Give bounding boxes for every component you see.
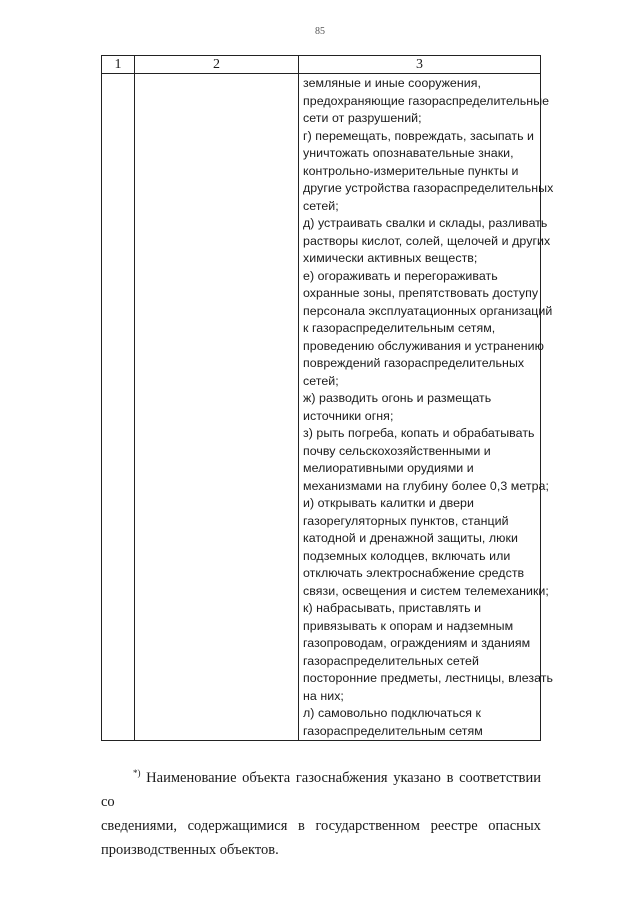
table-row	[102, 74, 541, 741]
text-line: сети от разрушений;	[303, 111, 422, 125]
cell-column-2	[135, 74, 299, 741]
table-header-row	[102, 56, 541, 74]
text-line: механизмами на глубину более 0,3 метра;	[303, 478, 549, 493]
text-line: мелиоративными орудиями и	[303, 461, 474, 475]
text-line: на них;	[303, 688, 344, 703]
footnote	[101, 761, 541, 862]
text-line: газораспределительным сетям	[303, 723, 483, 738]
text-line: контрольно-измерительные пункты и	[303, 163, 519, 178]
footnote-line-3: производственных объектов.	[101, 842, 279, 858]
footnote-line-2	[101, 814, 541, 838]
text-line: к газораспределительным сетям,	[303, 321, 496, 335]
column-header-2: 2	[135, 56, 299, 74]
footnote-text-1: Наименование объекта газоснабжения указано в соответствии со	[101, 770, 542, 810]
text-line: катодной и дренажной защиты, люки	[303, 531, 518, 545]
column-header-1: 1	[102, 56, 135, 74]
cell-column-3	[299, 74, 554, 741]
text-line: проведению обслуживания и устранению	[303, 338, 544, 353]
footnote-word: реестре	[430, 818, 478, 834]
text-line: д) устраивать свалки и склады, разливать	[303, 216, 548, 230]
text-line: газораспределительных сетей	[303, 653, 479, 668]
column-header-3: 3	[299, 56, 541, 74]
text-line: отключать электроснабжение средств	[303, 566, 525, 580]
footnote-word: в	[298, 818, 305, 834]
text-line: газорегуляторных пунктов, станций	[303, 513, 509, 528]
text-line: источники огня;	[303, 408, 394, 423]
cell-column-1	[102, 74, 135, 741]
text-line: ж) разводить огонь и размещать	[303, 391, 492, 405]
footnote-word: сведениями,	[101, 818, 178, 834]
text-line: подземных колодцев, включать или	[303, 548, 511, 563]
text-line: газопроводам, ограждениям и зданиям	[303, 636, 531, 650]
footnote-word: опасных	[488, 818, 541, 834]
page-number: 85	[315, 26, 325, 37]
footnote-word: государственном	[315, 818, 420, 834]
text-line: земляные и иные сооружения,	[303, 76, 481, 90]
text-line: растворы кислот, солей, щелочей и других	[303, 233, 551, 248]
footnote-marker: *)	[133, 768, 141, 778]
text-line: предохраняющие газораспределительные	[303, 93, 550, 108]
text-line: другие устройства газораспределительных	[303, 181, 554, 195]
text-line: уничтожать опознавательные знаки,	[303, 146, 514, 160]
text-line: е) огораживать и перегораживать	[303, 268, 498, 283]
text-line: охранные зоны, препятствовать доступу	[303, 286, 539, 300]
text-line: связи, освещения и систем телемеханики;	[303, 583, 549, 598]
text-line: сетей;	[303, 198, 339, 213]
text-line: г) перемещать, повреждать, засыпать и	[303, 128, 535, 143]
footnote-line-1	[101, 761, 541, 814]
text-line: повреждений газораспределительных	[303, 356, 525, 370]
document-table	[101, 55, 554, 741]
text-line: к) набрасывать, приставлять и	[303, 601, 482, 615]
text-line: з) рыть погреба, копать и обрабатывать	[303, 426, 535, 440]
text-line: и) открывать калитки и двери	[303, 496, 474, 510]
text-line: привязывать к опорам и надземным	[303, 618, 514, 633]
prohibitions-text	[303, 75, 554, 740]
text-line: л) самовольно подключаться к	[303, 706, 481, 720]
footnote-word: содержащимися	[187, 818, 288, 834]
text-line: химически активных веществ;	[303, 251, 478, 265]
text-line: посторонние предметы, лестницы, влезать	[303, 671, 554, 685]
text-line: сетей;	[303, 373, 339, 388]
text-line: персонала эксплуатационных организаций	[303, 303, 553, 318]
text-line: почву сельскохозяйственными и	[303, 443, 491, 458]
